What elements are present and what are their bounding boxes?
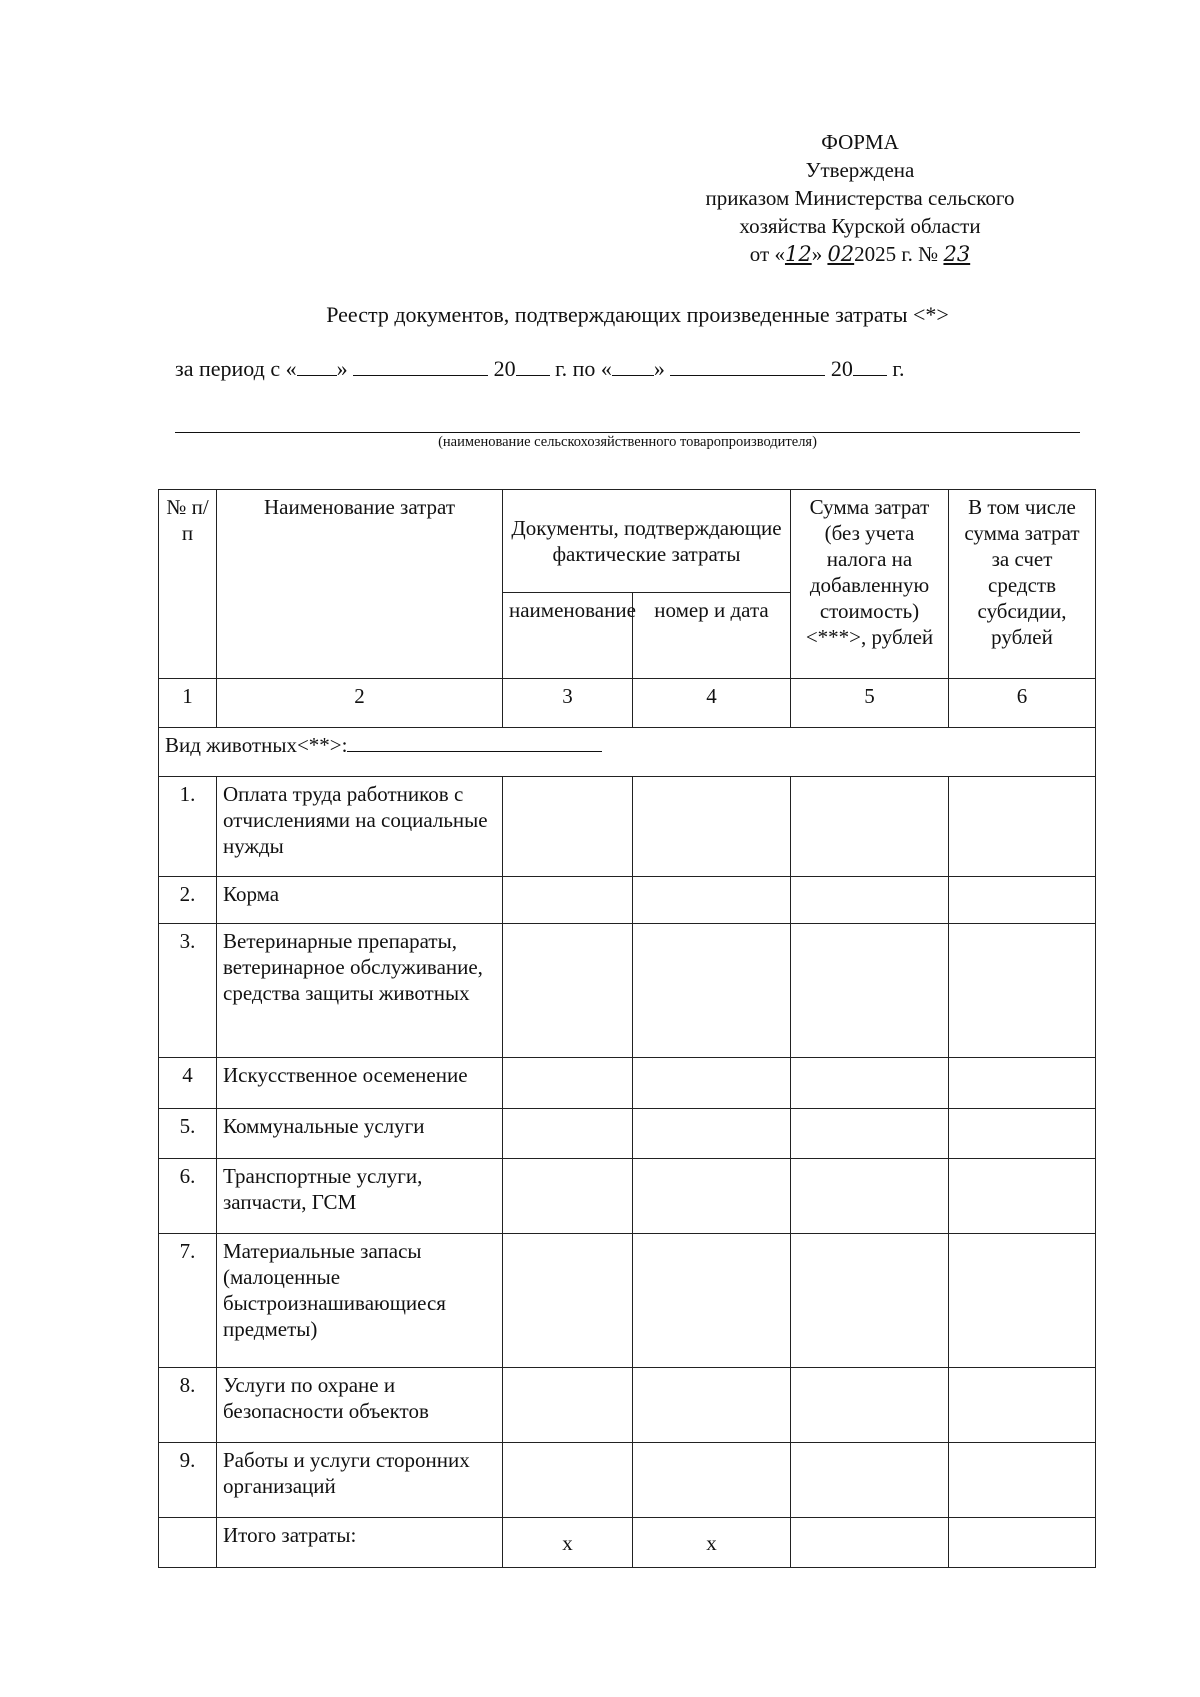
column-number: 2 — [217, 679, 503, 728]
column-number: 6 — [949, 679, 1096, 728]
header-doc-number-date: номер и дата — [633, 593, 791, 679]
total-col4: х — [633, 1518, 791, 1568]
animal-type-blank — [347, 733, 602, 752]
form-label: ФОРМА — [821, 130, 899, 154]
header-doc-name: наименование — [503, 593, 633, 679]
header-subsidy: В том числе сумма затрат за счет средств субсидии, рублей — [949, 490, 1096, 679]
column-number: 5 — [791, 679, 949, 728]
table-row: 1. Оплата труда работников с отчислениями на социальные нужды — [159, 777, 1096, 877]
table-row: 8. Услуги по охране и безопасности объектов — [159, 1368, 1096, 1443]
column-number: 3 — [503, 679, 633, 728]
table-row: 4 Искусственное осеменение — [159, 1058, 1096, 1109]
producer-caption: (наименование сельскохозяйственного товаропроизводителя) — [438, 434, 817, 450]
animal-type-label: Вид животных<**>: — [165, 733, 348, 757]
approved-label: Утверждена — [805, 158, 915, 182]
table-row: 2. Корма — [159, 877, 1096, 924]
period-line: за период с « » 20 г. по « » 20 г. — [175, 356, 905, 381]
header-sum: Сумма затрат (без учета налога на добавленную стоимость) <***>, рублей — [791, 490, 949, 679]
column-number: 1 — [159, 679, 217, 728]
table-row: 6. Транспортные услуги, запчасти, ГСМ — [159, 1159, 1096, 1234]
approval-order-line2: хозяйства Курской области — [739, 214, 981, 238]
producer-name-line — [175, 432, 1080, 433]
column-number: 4 — [633, 679, 791, 728]
approval-order-line1: приказом Министерства сельского — [705, 186, 1015, 210]
table-row: 7. Материальные запасы (малоценные быстроизнашивающиеся предметы) — [159, 1234, 1096, 1368]
registry-table — [158, 489, 1096, 1568]
table-row: 9. Работы и услуги сторонних организаций — [159, 1443, 1096, 1518]
table-row: 5. Коммунальные услуги — [159, 1109, 1096, 1159]
approval-month: 02 — [827, 242, 855, 266]
document-title: Реестр документов, подтверждающих произведенные затраты <*> — [326, 302, 949, 327]
total-row — [159, 1518, 1096, 1568]
header-name: Наименование затрат — [217, 490, 503, 679]
approval-number: 23 — [943, 242, 971, 266]
animal-type-row — [159, 728, 1096, 777]
approval-block — [650, 128, 1070, 268]
header-num: № п/п — [159, 490, 217, 679]
header-docs: Документы, подтверждающие фактические затраты — [503, 490, 791, 593]
total-col3: х — [503, 1518, 633, 1568]
table-row: 3. Ветеринарные препараты, ветеринарное обслуживание, средства защиты животных — [159, 924, 1096, 1058]
approval-day: 12 — [784, 242, 812, 266]
approval-date-line: от «12» 022025 г. № 23 — [749, 242, 971, 266]
total-label: Итого затраты: — [217, 1518, 503, 1568]
